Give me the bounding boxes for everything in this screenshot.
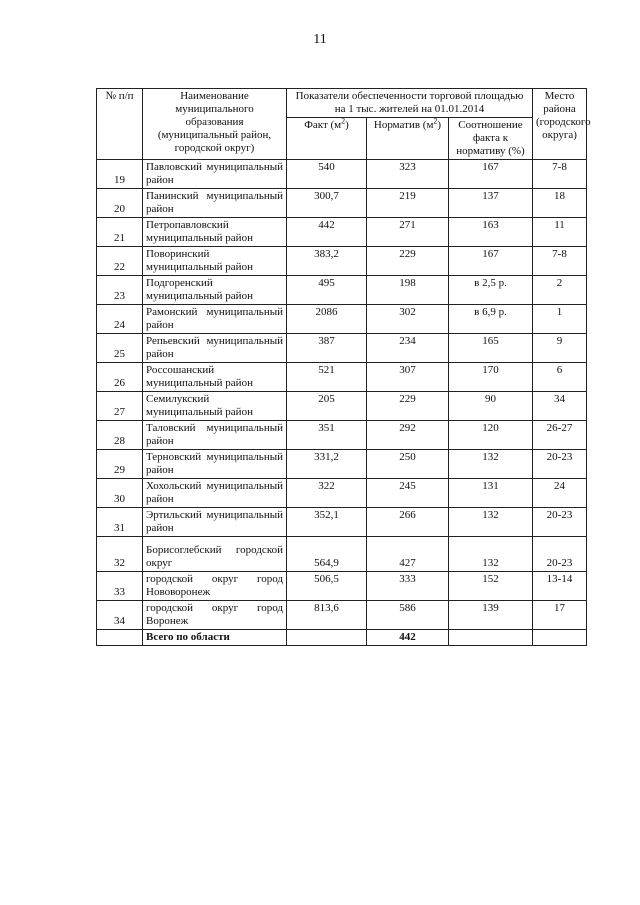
cell-place: 13-14 [533,572,587,601]
cell-num: 31 [97,508,143,537]
table-row [97,537,587,572]
cell-name: Павловский муниципальный район [143,160,287,189]
cell-name: Россошанский муниципальный район [143,363,287,392]
table-row [97,276,587,305]
cell-name: Таловский муниципальный район [143,421,287,450]
cell-name: Репьевский муниципальный район [143,334,287,363]
table-row [97,601,587,630]
table-row [97,508,587,537]
cell-fact: 506,5 [287,572,367,601]
cell-name: Поворинский муниципальный район [143,247,287,276]
cell-name: Борисоглебский городской округ [143,537,287,572]
cell-fact: 387 [287,334,367,363]
cell-place: 7-8 [533,247,587,276]
cell-num: 27 [97,392,143,421]
header-norm: Норматив $(м^2)$ [367,118,449,160]
cell-name: Терновский муниципальный район [143,450,287,479]
cell-num [97,630,143,646]
table-row [97,363,587,392]
cell-place: 18 [533,189,587,218]
cell-place [533,630,587,646]
cell-norm: 234 [367,334,449,363]
cell-fact: 205 [287,392,367,421]
cell-name: Рамонский муниципальный район [143,305,287,334]
cell-ratio: в 2,5 р. [449,276,533,305]
cell-fact: 521 [287,363,367,392]
cell-norm: 245 [367,479,449,508]
table-row [97,218,587,247]
cell-name: городской округ город Нововоронеж [143,572,287,601]
cell-place: 17 [533,601,587,630]
cell-norm: 323 [367,160,449,189]
header-ratio: Соотношение факта к нормативу (%) [449,118,533,160]
table-row [97,572,587,601]
cell-num: 24 [97,305,143,334]
table-row [97,189,587,218]
cell-place: 20-23 [533,450,587,479]
cell-num: 29 [97,450,143,479]
cell-fact: 442 [287,218,367,247]
cell-num: 26 [97,363,143,392]
cell-ratio: 170 [449,363,533,392]
cell-ratio: 137 [449,189,533,218]
cell-ratio: 131 [449,479,533,508]
cell-fact: 2086 [287,305,367,334]
cell-place: 34 [533,392,587,421]
cell-ratio: 120 [449,421,533,450]
cell-name: Эртильский муниципальный район [143,508,287,537]
cell-fact: 564,9 [287,537,367,572]
header-num: № п/п [97,89,143,160]
header-place: Место района (городского округа) [533,89,587,160]
table-row [97,392,587,421]
cell-num: 28 [97,421,143,450]
total-row [97,630,587,646]
table-row [97,450,587,479]
cell-place: 2 [533,276,587,305]
cell-norm: 266 [367,508,449,537]
cell-num: 20 [97,189,143,218]
total-label: Всего по области [143,630,287,646]
cell-fact: 540 [287,160,367,189]
cell-fact: 495 [287,276,367,305]
total-norm: 442 [367,630,449,646]
cell-place: 11 [533,218,587,247]
cell-name: Петропавловский муниципальный район [143,218,287,247]
cell-fact: 383,2 [287,247,367,276]
cell-place: 7-8 [533,160,587,189]
cell-num: 30 [97,479,143,508]
cell-fact: 300,7 [287,189,367,218]
cell-num: 34 [97,601,143,630]
cell-fact: 351 [287,421,367,450]
table-row [97,334,587,363]
cell-num: 25 [97,334,143,363]
cell-place: 20-23 [533,537,587,572]
cell-place: 24 [533,479,587,508]
cell-norm: 427 [367,537,449,572]
cell-norm: 292 [367,421,449,450]
cell-norm: 250 [367,450,449,479]
cell-name: Семилукский муниципальный район [143,392,287,421]
header-fact: Факт $(м^2)$ [287,118,367,160]
provision-table [96,88,591,646]
cell-ratio [449,630,533,646]
cell-ratio: 132 [449,508,533,537]
cell-norm: 271 [367,218,449,247]
table-row [97,247,587,276]
cell-name: городской округ город Воронеж [143,601,287,630]
cell-name: Хохольский муниципальный район [143,479,287,508]
cell-num: 33 [97,572,143,601]
cell-ratio: в 6,9 р. [449,305,533,334]
cell-ratio: 132 [449,537,533,572]
cell-ratio: 167 [449,160,533,189]
cell-place: 6 [533,363,587,392]
cell-norm: 586 [367,601,449,630]
cell-norm: 198 [367,276,449,305]
table-row [97,160,587,189]
cell-num: 22 [97,247,143,276]
cell-fact [287,630,367,646]
table-row [97,421,587,450]
cell-ratio: 90 [449,392,533,421]
cell-fact: 331,2 [287,450,367,479]
cell-ratio: 165 [449,334,533,363]
cell-place: 1 [533,305,587,334]
cell-ratio: 167 [449,247,533,276]
cell-place: 9 [533,334,587,363]
cell-name: Подгоренский муниципальный район [143,276,287,305]
cell-norm: 229 [367,392,449,421]
cell-num: 21 [97,218,143,247]
page-number: 11 [313,32,327,47]
cell-num: 19 [97,160,143,189]
cell-norm: 307 [367,363,449,392]
cell-name: Панинский муниципальный район [143,189,287,218]
header-name: Наименование муниципального образования (муниципальный район, городской округ) [143,89,287,160]
cell-fact: 322 [287,479,367,508]
cell-ratio: 132 [449,450,533,479]
cell-norm: 229 [367,247,449,276]
cell-num: 23 [97,276,143,305]
cell-ratio: 163 [449,218,533,247]
cell-norm: 219 [367,189,449,218]
cell-place: 26-27 [533,421,587,450]
cell-norm: 333 [367,572,449,601]
cell-fact: 352,1 [287,508,367,537]
cell-num: 32 [97,537,143,572]
header-group: Показатели обеспеченности торговой площадью на 1 тыс. жителей на 01.01.2014 [287,89,533,118]
cell-ratio: 139 [449,601,533,630]
cell-norm: 302 [367,305,449,334]
table-row [97,479,587,508]
cell-fact: 813,6 [287,601,367,630]
table-row [97,305,587,334]
cell-ratio: 152 [449,572,533,601]
cell-place: 20-23 [533,508,587,537]
